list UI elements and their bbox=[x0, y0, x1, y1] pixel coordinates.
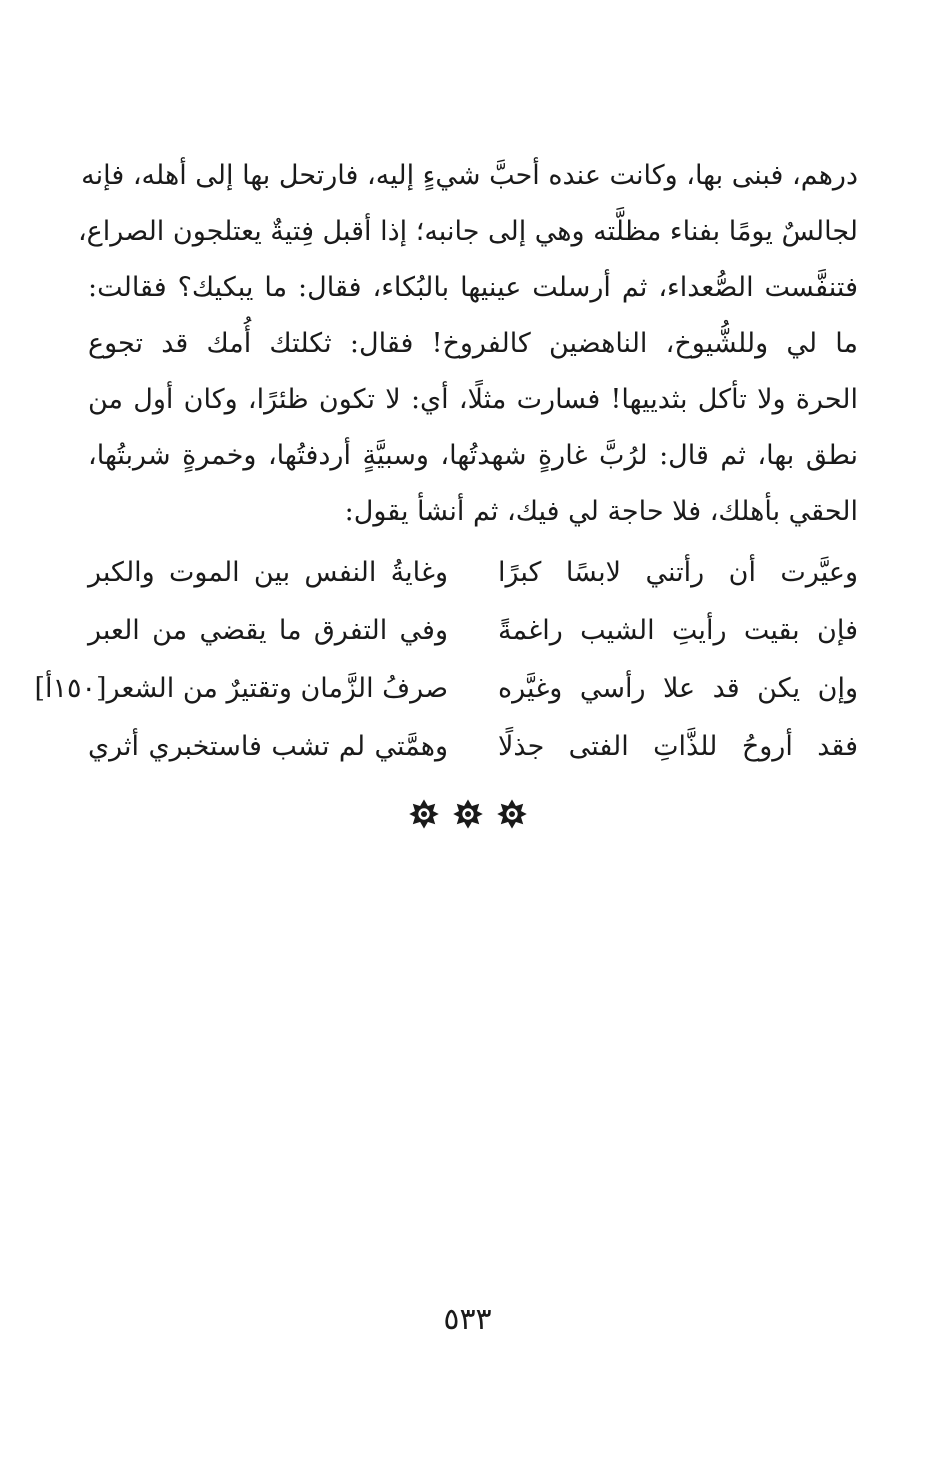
poem-verse bbox=[88, 602, 858, 660]
verse-first-hemistich: وعيَّرت أن رأتني لابسًا كبرًا bbox=[498, 557, 858, 588]
verse-second-hemistich: وفي التفرق ما يقضي من العبر bbox=[88, 615, 448, 646]
prose-line: لجالسٌ يومًا بفناء مظلَّته وهي إلى جانبه؛ إذا أقبل فِتيةٌ يعتلجون الصراع، bbox=[77, 216, 858, 247]
flower-ornament-icon bbox=[410, 800, 438, 828]
verse-first-hemistich: فإن بقيت رأيتِ الشيب راغمةً bbox=[498, 615, 858, 646]
verse-second-hemistich: صرفُ الزَّمان وتقتيرٌ من الشعر[١٥٠أ] bbox=[34, 673, 448, 704]
poem bbox=[34, 544, 858, 776]
poem-verse bbox=[34, 660, 858, 718]
flower-ornament-icon bbox=[454, 800, 482, 828]
poem-verse bbox=[88, 718, 858, 776]
prose-line: درهم، فبنى بها، وكانت عنده أحبَّ شيءٍ إليه، فارتحل بها إلى أهله، فإنه bbox=[81, 160, 858, 191]
verse-second-hemistich: وغايةُ النفس بين الموت والكبر bbox=[88, 557, 448, 588]
verse-second-hemistich: وهمَّتي لم تشب فاستخبري أثري bbox=[88, 731, 448, 762]
verse-first-hemistich: وإن يكن قد علا رأسي وغيَّره bbox=[498, 673, 858, 704]
prose-line: ما لي وللشُّيوخ، الناهضين كالفروخ! فقال: ثكلتك أُمك قد تجوع bbox=[88, 328, 858, 359]
verse-first-hemistich: فقد أروحُ للذَّاتِ الفتى جذلًا bbox=[498, 731, 858, 762]
flower-ornament-icon bbox=[498, 800, 526, 828]
prose-line: فتنفَّست الصُّعداء، ثم أرسلت عينيها بالبُكاء، فقال: ما يبكيك؟ فقالت: bbox=[88, 272, 858, 303]
page-number: ٥٣٣ bbox=[443, 1302, 492, 1337]
prose-line: الحرة ولا تأكل بثدييها! فسارت مثلًا، أي: لا تكون ظئرًا، وكان أول من bbox=[88, 384, 858, 415]
section-divider bbox=[0, 800, 935, 840]
poem-verse bbox=[88, 544, 858, 602]
prose-paragraph bbox=[77, 148, 858, 540]
prose-line: الحقي بأهلك، فلا حاجة لي فيك، ثم أنشأ يقول: bbox=[344, 496, 858, 527]
prose-line: نطق بها، ثم قال: لرُبَّ غارةٍ شهدتُها، وسبيَّةٍ أردفتُها، وخمرةٍ شربتُها، bbox=[88, 440, 858, 471]
